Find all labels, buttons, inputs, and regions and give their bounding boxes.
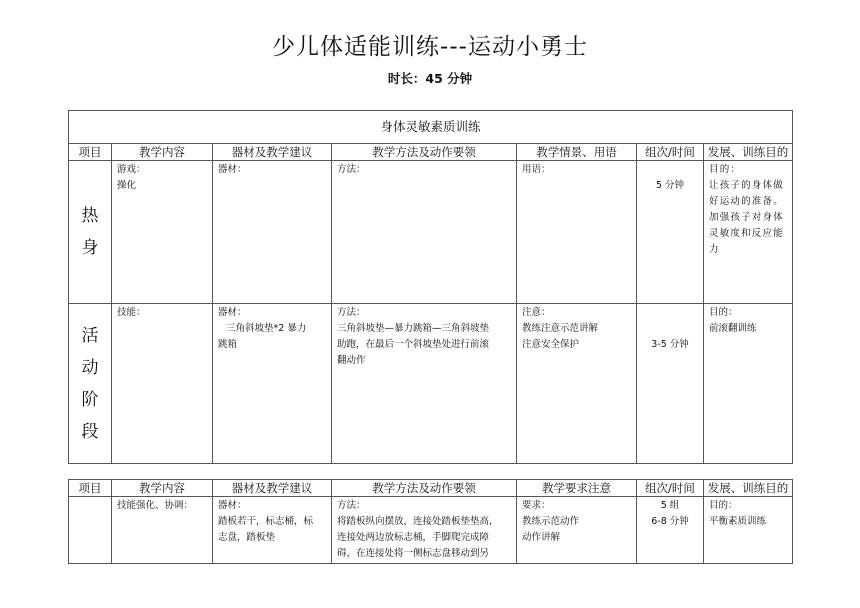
- method-line: 助跑，在最后一个斜坡垫处进行前滚: [337, 339, 490, 350]
- equipment-line: 器材：: [218, 164, 247, 175]
- requirement-line: 教练示范动作: [522, 516, 580, 527]
- time-cell: [637, 497, 704, 564]
- header-content: 教学内容: [112, 144, 213, 161]
- content-cell: [112, 161, 213, 304]
- equipment-cell: [213, 497, 332, 564]
- scene-cell: [517, 161, 637, 304]
- content-line: 操化: [117, 180, 137, 191]
- goal-cell: [704, 304, 793, 464]
- header-method: 教学方法及动作要领: [332, 480, 517, 497]
- time-line: 5 组: [660, 500, 680, 511]
- header-time: 组次/时间: [637, 480, 704, 497]
- table-row-skills: [69, 497, 793, 564]
- content-line: 技能：: [117, 307, 146, 318]
- equipment-line: 器材：: [218, 307, 247, 318]
- header-goal: 发展、训练目的: [704, 144, 793, 161]
- equipment-line: 志盘，踏板垫: [218, 532, 276, 543]
- method-line: 方法：: [337, 164, 366, 175]
- content-line: 游戏：: [117, 164, 146, 175]
- method-line: 连接处两边放标志桶，手脚爬完成障: [337, 532, 490, 543]
- scene-line: 注意安全保护: [522, 339, 580, 350]
- header-content: 教学内容: [112, 480, 213, 497]
- header-goal: 发展、训练目的: [704, 480, 793, 497]
- goal-line: 加强孩子对身体: [709, 212, 784, 223]
- requirement-cell: [517, 497, 637, 564]
- header-item: 项目: [69, 144, 112, 161]
- item-char: 热: [81, 206, 99, 226]
- training-table-skills: [68, 479, 793, 564]
- time-cell: [637, 304, 704, 464]
- table-row-activity: [69, 304, 793, 464]
- goal-line: 目的：: [709, 307, 738, 318]
- item-char: 动: [81, 357, 99, 378]
- training-table-warmup: [68, 110, 793, 464]
- header-scene: 教学情景、用语: [517, 144, 637, 161]
- method-line: 方法：: [337, 500, 366, 511]
- time-line: 5 分钟: [655, 180, 685, 191]
- time-line: 6-8 分钟: [651, 516, 689, 527]
- scene-line: 注意：: [522, 307, 551, 318]
- method-cell: [332, 304, 517, 464]
- goal-line: 好运动的准备。: [709, 196, 784, 207]
- requirement-line: 动作讲解: [522, 532, 561, 543]
- method-line: 碍，在连接处将一侧标志盘移动到另: [337, 548, 490, 559]
- goal-line: 目的：: [709, 500, 738, 511]
- scene-line: 教练注意示范讲解: [522, 323, 599, 334]
- scene-line: 用语：: [522, 164, 551, 175]
- item-cell-warmup: [69, 161, 112, 304]
- item-char: 活: [81, 325, 99, 346]
- equipment-line: 跳箱: [218, 339, 238, 350]
- item-cell-skills: [69, 497, 112, 564]
- goal-line: 力: [709, 244, 720, 255]
- item-char: 阶: [81, 389, 99, 410]
- header-requirement: 教学要求注意: [517, 480, 637, 497]
- goal-line: 目的：: [709, 164, 742, 175]
- section-title: 身体灵敏素质训练: [69, 111, 793, 144]
- goal-cell: [704, 161, 793, 304]
- content-cell: [112, 497, 213, 564]
- item-cell-activity: [69, 304, 112, 464]
- table-row-warmup: [69, 161, 793, 304]
- method-line: 方法：: [337, 307, 366, 318]
- goal-line: 灵敏度和反应能: [709, 228, 784, 239]
- method-cell: [332, 497, 517, 564]
- content-cell: [112, 304, 213, 464]
- goal-line: 让孩子的身体做: [709, 180, 784, 191]
- item-char: 身: [81, 238, 99, 258]
- equipment-line: 器材：: [218, 500, 247, 511]
- time-cell: [637, 161, 704, 304]
- header-method: 教学方法及动作要领: [332, 144, 517, 161]
- method-line: 翻动作: [337, 355, 366, 366]
- time-line: 3-5 分钟: [651, 339, 689, 350]
- requirement-line: 要求：: [522, 500, 551, 511]
- item-char: 段: [81, 421, 99, 442]
- goal-line: 平衡素质训练: [709, 516, 767, 527]
- header-equipment: 器材及教学建议: [213, 480, 332, 497]
- header-item: 项目: [69, 480, 112, 497]
- equipment-line: 三角斜坡垫*2 暴力: [226, 323, 307, 334]
- duration-label: 时长：45 分钟: [387, 71, 473, 86]
- goal-line: 前滚翻训练: [709, 323, 757, 334]
- content-line: 技能强化、协调：: [117, 500, 194, 511]
- method-cell: [332, 161, 517, 304]
- page-title: 少儿体适能训练---运动小勇士: [272, 34, 588, 60]
- goal-cell: [704, 497, 793, 564]
- header-time: 组次/时间: [637, 144, 704, 161]
- header-equipment: 器材及教学建议: [213, 144, 332, 161]
- equipment-line: 踏板若干，标志桶，标: [218, 516, 314, 527]
- method-line: 将踏板纵向摆放，连接处踏板垫垫高,: [337, 516, 493, 527]
- equipment-cell: [213, 161, 332, 304]
- equipment-cell: [213, 304, 332, 464]
- scene-cell: [517, 304, 637, 464]
- method-line: 三角斜坡垫—暴力跳箱—三角斜坡垫: [337, 323, 490, 334]
